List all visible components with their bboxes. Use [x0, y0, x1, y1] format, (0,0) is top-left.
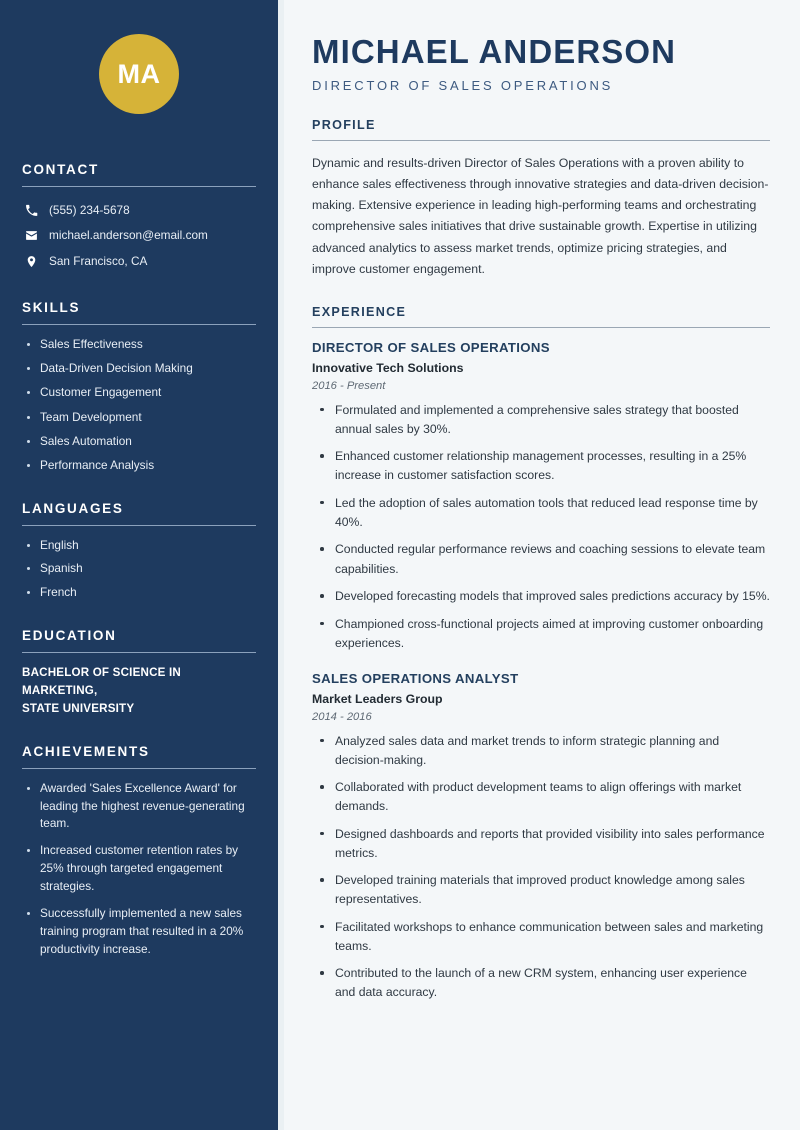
list-item: Sales Effectiveness	[24, 336, 256, 354]
list-item: Awarded 'Sales Excellence Award' for leading the highest revenue-generating team.	[24, 780, 256, 834]
list-item: Contributed to the launch of a new CRM system, enhancing user experience and data accuracy.	[316, 964, 770, 1002]
list-item: Performance Analysis	[24, 457, 256, 475]
sidebar-section-skills	[22, 300, 256, 475]
achievements-list	[22, 780, 256, 959]
languages-heading: LANGUAGES	[22, 500, 124, 516]
experience-heading: EXPERIENCE	[312, 304, 407, 319]
contact-row-phone[interactable]	[22, 198, 256, 223]
education-degree-line-2: STATE UNIVERSITY	[22, 701, 135, 715]
list-item: Conducted regular performance reviews and coaching sessions to elevate team capabilities.	[316, 540, 770, 578]
list-item: French	[24, 584, 256, 602]
profile-rule	[312, 140, 770, 141]
list-item: Increased customer retention rates by 25% through targeted engagement strategies.	[24, 842, 256, 896]
experience-job	[312, 671, 770, 1003]
profile-heading: PROFILE	[312, 117, 376, 132]
education-heading: EDUCATION	[22, 627, 117, 643]
achievements-heading: ACHIEVEMENTS	[22, 743, 150, 759]
job-title: SALES OPERATIONS ANALYST	[312, 670, 519, 686]
avatar-container	[22, 0, 256, 124]
avatar-initials: MA	[117, 58, 161, 89]
list-item: Led the adoption of sales automation tools that reduced lead response time by 40%.	[316, 494, 770, 532]
list-item: Formulated and implemented a comprehensive sales strategy that boosted annual sales by 30%.	[316, 401, 770, 439]
map-pin-icon	[24, 254, 38, 268]
envelope-icon	[24, 229, 38, 243]
skills-heading: SKILLS	[22, 299, 81, 315]
sidebar	[0, 0, 278, 1130]
contact-email-value: michael.anderson@email.com	[49, 228, 208, 243]
sidebar-section-education	[22, 628, 256, 718]
section-experience	[312, 305, 770, 1003]
contact-rule	[22, 186, 256, 187]
contact-phone-value: (555) 234-5678	[49, 203, 130, 217]
achievements-rule	[22, 768, 256, 769]
job-company: Market Leaders Group	[312, 691, 443, 706]
contact-location-value: San Francisco, CA	[49, 253, 148, 268]
contact-heading: CONTACT	[22, 162, 99, 177]
experience-job	[312, 340, 770, 653]
avatar	[99, 34, 179, 114]
job-dates: 2016 - Present	[312, 379, 386, 392]
list-item: Designed dashboards and reports that provided visibility into sales performance metrics.	[316, 825, 770, 863]
list-item: Enhanced customer relationship management processes, resulting in a 25% increase in customer satisfaction scores.	[316, 447, 770, 485]
list-item: English	[24, 537, 256, 555]
languages-list	[22, 537, 256, 602]
job-role-subtitle: DIRECTOR OF SALES OPERATIONS	[312, 77, 614, 93]
contact-row-location[interactable]	[22, 249, 256, 274]
phone-icon	[24, 204, 38, 218]
sidebar-section-contact	[22, 162, 256, 274]
main-content	[278, 0, 800, 1130]
list-item: Successfully implemented a new sales training program that resulted in a 20% productivity increase.	[24, 905, 256, 959]
job-title: DIRECTOR OF SALES OPERATIONS	[312, 339, 550, 355]
section-profile	[312, 118, 770, 280]
page-title: MICHAEL ANDERSON	[312, 33, 677, 70]
job-bullet-list	[312, 732, 770, 1003]
sidebar-section-languages	[22, 501, 256, 602]
education-rule	[22, 652, 256, 653]
list-item: Analyzed sales data and market trends to inform strategic planning and decision-making.	[316, 732, 770, 770]
sidebar-section-achievements	[22, 744, 256, 959]
profile-text: Dynamic and results-driven Director of Sales Operations with a proven ability to enhance sales effectiveness through innovative strategies and data-driven decision-making. Extensive experience in leading high-performing teams and orchestrating comprehensive sales initiatives that drive sustainable growth. Expertise in utilizing advanced analytics to assess market trends, optimize pricing strategies, and improve customer engagement.	[312, 155, 769, 276]
job-bullet-list	[312, 401, 770, 653]
list-item: Data-Driven Decision Making	[24, 360, 256, 378]
skills-rule	[22, 324, 256, 325]
job-company: Innovative Tech Solutions	[312, 360, 464, 375]
languages-rule	[22, 525, 256, 526]
education-degree-line-1: BACHELOR OF SCIENCE IN MARKETING,	[22, 665, 181, 697]
contact-row-email[interactable]	[22, 223, 256, 248]
list-item: Facilitated workshops to enhance communication between sales and marketing teams.	[316, 918, 770, 956]
skills-list	[22, 336, 256, 475]
list-item: Collaborated with product development teams to align offerings with market demands.	[316, 778, 770, 816]
list-item: Championed cross-functional projects aimed at improving customer onboarding experiences.	[316, 615, 770, 653]
experience-rule	[312, 327, 770, 328]
job-dates: 2014 - 2016	[312, 710, 372, 723]
list-item: Spanish	[24, 560, 256, 578]
list-item: Team Development	[24, 409, 256, 427]
list-item: Customer Engagement	[24, 384, 256, 402]
sidebar-edge-divider	[278, 0, 284, 1130]
list-item: Sales Automation	[24, 433, 256, 451]
list-item: Developed forecasting models that improved sales predictions accuracy by 15%.	[316, 587, 770, 606]
list-item: Developed training materials that improved product knowledge among sales representatives.	[316, 871, 770, 909]
